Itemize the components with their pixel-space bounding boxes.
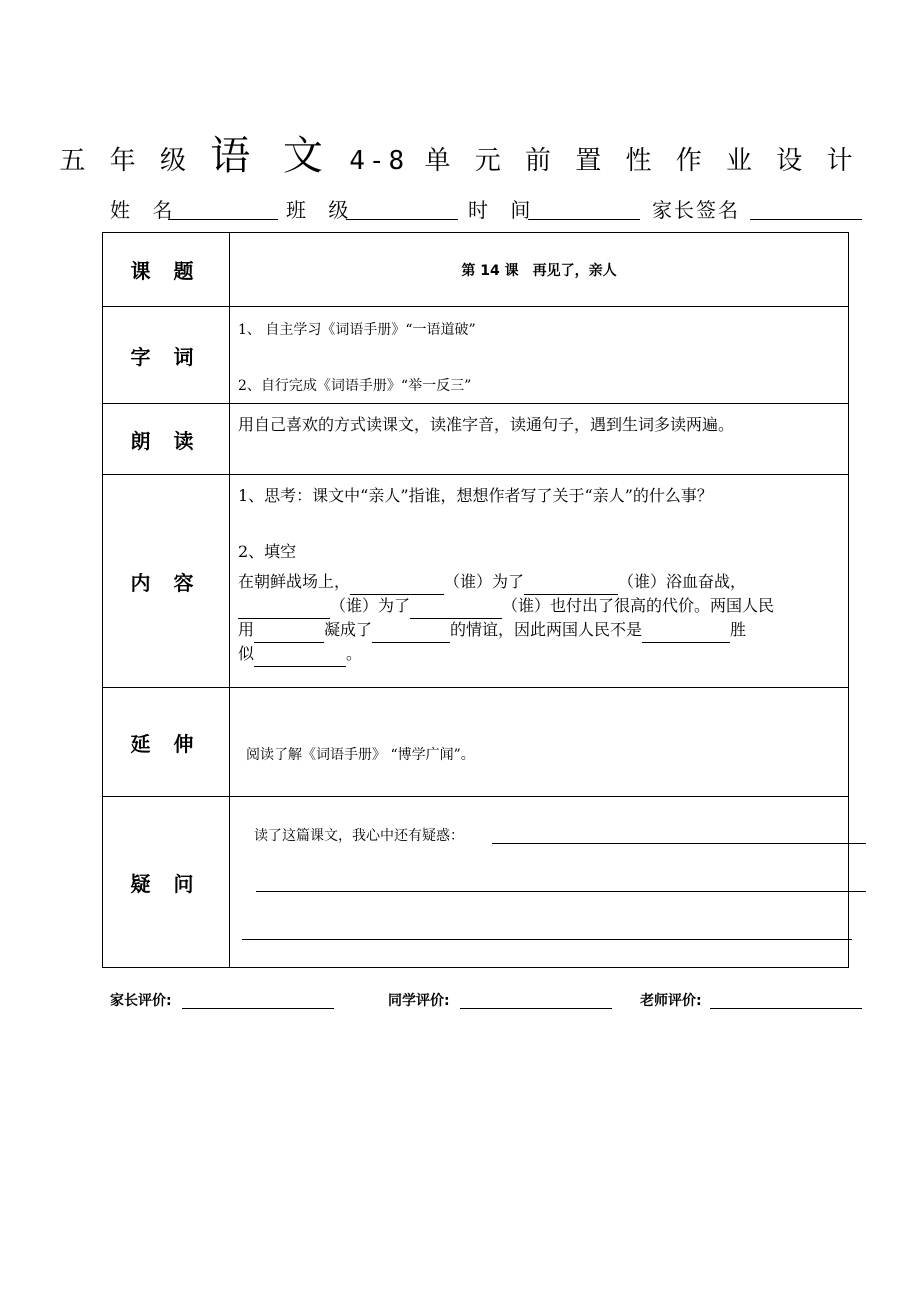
name-field[interactable] <box>168 219 278 220</box>
parent-eval-field[interactable] <box>182 1008 334 1009</box>
question-cell <box>230 797 849 968</box>
fill-line-1: 在朝鲜战场上， （谁）为了 （谁）浴血奋战， <box>238 569 746 595</box>
evaluation-footer <box>110 990 870 1014</box>
blank-2[interactable] <box>524 569 618 595</box>
blank-4[interactable] <box>410 593 502 619</box>
extend-text: 阅读了解《词语手册》 “博学广闻”。 <box>246 747 475 763</box>
question-answer-line-2[interactable] <box>256 891 866 892</box>
teacher-eval-field[interactable] <box>710 1008 862 1009</box>
fill-line-2: （谁）为了 （谁）也付出了很高的代价。两国人民 <box>238 593 774 619</box>
blank-6[interactable] <box>372 617 450 643</box>
fill-line-4: 似 。 <box>238 641 362 667</box>
content-question-2-title: 2、填空 <box>238 542 297 561</box>
title-subject: 语 文 <box>210 133 333 179</box>
content-question-1: 1、思考：课文中“亲人”指谁，想想作者写了关于“亲人”的什么事？ <box>238 486 713 505</box>
reading-cell <box>230 404 849 475</box>
row-content <box>103 475 849 688</box>
class-field[interactable] <box>346 219 458 220</box>
reading-text: 用自己喜欢的方式读课文，读准字音，读通句子，遇到生词多读两遍。 <box>238 415 735 434</box>
question-answer-line-1[interactable] <box>492 843 866 844</box>
blank-1[interactable] <box>350 569 444 595</box>
time-field[interactable] <box>528 219 640 220</box>
blank-3[interactable] <box>238 593 330 619</box>
content-cell <box>230 475 849 688</box>
blank-7[interactable] <box>642 617 730 643</box>
parent-sign-field[interactable] <box>750 219 862 220</box>
row-question <box>103 797 849 968</box>
words-header: 字 词 <box>103 307 230 404</box>
extend-header: 延 伸 <box>103 688 230 797</box>
page-title <box>0 124 920 181</box>
question-header: 疑 问 <box>103 797 230 968</box>
name-label: 姓 名 <box>110 198 181 222</box>
fill-line-3: 用 凝成了 的情谊，因此两国人民不是 胜 <box>238 617 746 643</box>
words-cell <box>230 307 849 404</box>
reading-header: 朗 读 <box>103 404 230 475</box>
time-label: 时 间 <box>468 198 539 222</box>
question-answer-line-3[interactable] <box>242 939 852 940</box>
row-extend <box>103 688 849 797</box>
blank-8[interactable] <box>254 641 346 667</box>
title-part2: 单 元 前 置 性 作 业 设 计 <box>424 146 861 176</box>
peer-eval-label: 同学评价: <box>388 993 450 1009</box>
homework-table <box>102 232 849 968</box>
class-label: 班 级 <box>286 198 357 222</box>
topic-text: 第 14 课 再见了，亲人 <box>461 262 617 279</box>
blank-5[interactable] <box>254 617 324 643</box>
student-info-row <box>110 194 880 224</box>
parent-eval-label: 家长评价: <box>110 993 172 1009</box>
teacher-eval-label: 老师评价: <box>640 993 702 1009</box>
words-item-1: 1、 自主学习《词语手册》“一语道破” <box>238 322 476 338</box>
words-item-2: 2、自行完成《词语手册》“举一反三” <box>238 378 472 394</box>
peer-eval-field[interactable] <box>460 1008 612 1009</box>
parent-sign-label: 家长签名 <box>652 198 740 222</box>
topic-cell <box>230 233 849 307</box>
title-part1: 五 年 级 <box>59 146 194 176</box>
title-units: 4-8 <box>349 146 409 176</box>
topic-header: 课 题 <box>103 233 230 307</box>
question-prompt: 读了这篇课文，我心中还有疑惑： <box>254 828 464 844</box>
row-reading <box>103 404 849 475</box>
extend-cell <box>230 688 849 797</box>
content-header: 内 容 <box>103 475 230 688</box>
row-topic <box>103 233 849 307</box>
row-words <box>103 307 849 404</box>
